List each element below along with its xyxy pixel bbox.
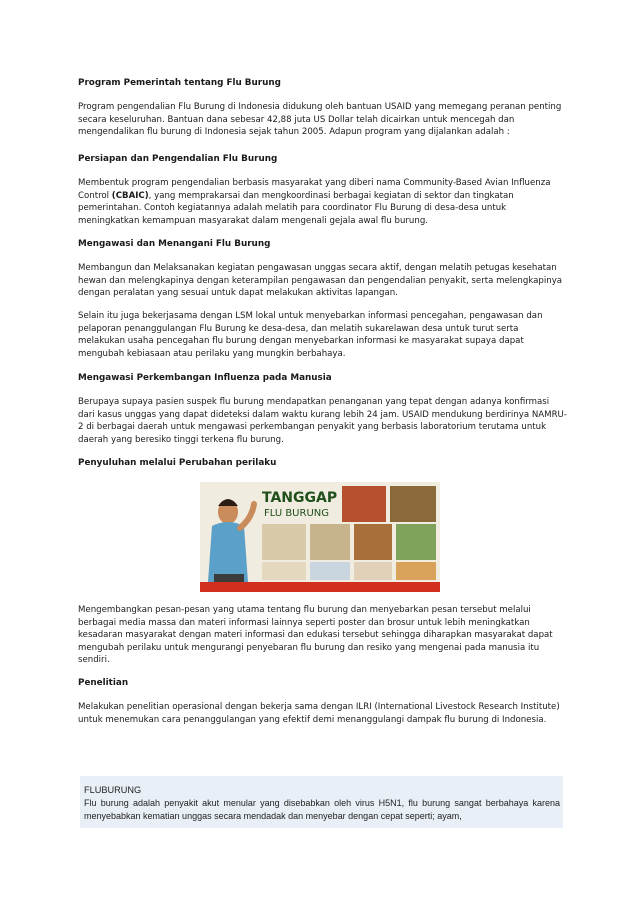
cbaic-text-after: , yang memprakarsai dan mengkoordinasi berbagai kegiatan di sektor dan tingkatan pemerintahan. Contoh kegiatannya adalah melatih para coordinator Flu Burung di desa-desa untuk meningkatkan kemampuan masyarakat dalam mengenali gejala awal flu burung. [78,190,514,226]
cbaic-text-before: Membentuk program pengendalian berbasis masyarakat yang diberi nama Community-Based Avian Influenza Control [78,178,551,201]
section-heading-penelitian: Penelitian [78,678,129,688]
section-heading-penyuluhan: Penyuluhan melalui Perubahan perilaku [78,458,277,468]
fluburung-box-text: Flu burung adalah penyakit akut menular yang disebabkan oleh virus H5N1, flu burung sangat berbahaya karena menyebabkan kematian unggas secara mendadak dan menyebar dengan cepat seperti; ayam, [84,798,560,821]
section-heading-mengawasi: Mengawasi dan Menangani Flu Burung [78,239,271,249]
section-paragraph-penyuluhan: Mengembangkan pesan-pesan yang utama tentang flu burung dan menyebarkan pesan tersebut melalui berbagai media massa dan materi informasi lainnya seperti poster dan brosur untuk lebih meningkatkan kesadaran masyarakat dengan materi informasi dan edukasi tersebut sehingga diharapkan masyarakat dapat mengubah perilaku untuk mengurangi penyebaran flu burung dan resiko yang mengenai pada manusia itu sendiri. [78,605,553,666]
section-paragraph-mengawasi-2: Selain itu juga bekerjasama dengan LSM lokal untuk menyebarkan informasi pencegahan, pengawasan dan pelaporan penanggulangan Flu Burung ke desa-desa, dan melatih sukarelawan desa untuk turut serta melakukan usaha pencegahan flu burung dengan menyebarkan informasi ke masyarakat supaya dapat mengubah kebiasaan atau perilaku yang mungkin berbahaya. [78,311,543,359]
document-title: Program Pemerintah tentang Flu Burung [78,78,281,88]
section-paragraph-persiapan [78,177,568,227]
cbaic-acronym: (CBAIC) [111,190,149,201]
tanggap-flu-burung-poster [200,482,440,592]
poster-title-line2: FLU BURUNG [264,508,329,519]
poster-red-band [200,582,440,592]
section-heading-persiapan: Persiapan dan Pengendalian Flu Burung [78,154,278,164]
section-paragraph-mengawasi-1: Membangun dan Melaksanakan kegiatan pengawasan unggas secara aktif, dengan melatih petugas kesehatan hewan dan melengkapinya dengan keterampilan pengawasan dan pengendalian penyakit, serta melengkapinya dengan peralatan yang sesuai untuk dapat melakukan aktivitas lapangan. [78,263,563,299]
intro-paragraph: Program pengendalian Flu Burung di Indonesia didukung oleh bantuan USAID yang memegang peranan penting secara keseluruhan. Bantuan dana sebesar 42,88 juta US Dollar telah dicairkan untuk mencegah dan mengendalikan flu burung di Indonesia sejak tahun 2005. Adapun program yang dijalankan adalah : [78,102,562,138]
poster-title-line1: TANGGAP [262,490,338,506]
fluburung-info-box [80,776,563,828]
fluburung-box-title: FLUBURUNG [84,785,142,795]
section-paragraph-influenza: Berupaya supaya pasien suspek flu burung mendapatkan penanganan yang tepat dengan adanya konfirmasi dari kasus unggas yang dapat dideteksi dalam waktu kurang lebih 24 jam. USAID mendukung berdirinya NAMRU-2 di berbagai daerah untuk mengawasi perkembangan penyakit yang berbasis laboratorium terutama untuk daerah yang beresiko tinggi terkena flu burung. [78,397,567,445]
section-paragraph-penelitian: Melakukan penelitian operasional dengan bekerja sama dengan ILRI (International Livestock Research Institute) untuk menemukan cara penanggulangan yang efektif demi menanggulangi dampak flu burung di Indonesia. [78,702,560,725]
section-heading-influenza: Mengawasi Perkembangan Influenza pada Manusia [78,373,332,383]
